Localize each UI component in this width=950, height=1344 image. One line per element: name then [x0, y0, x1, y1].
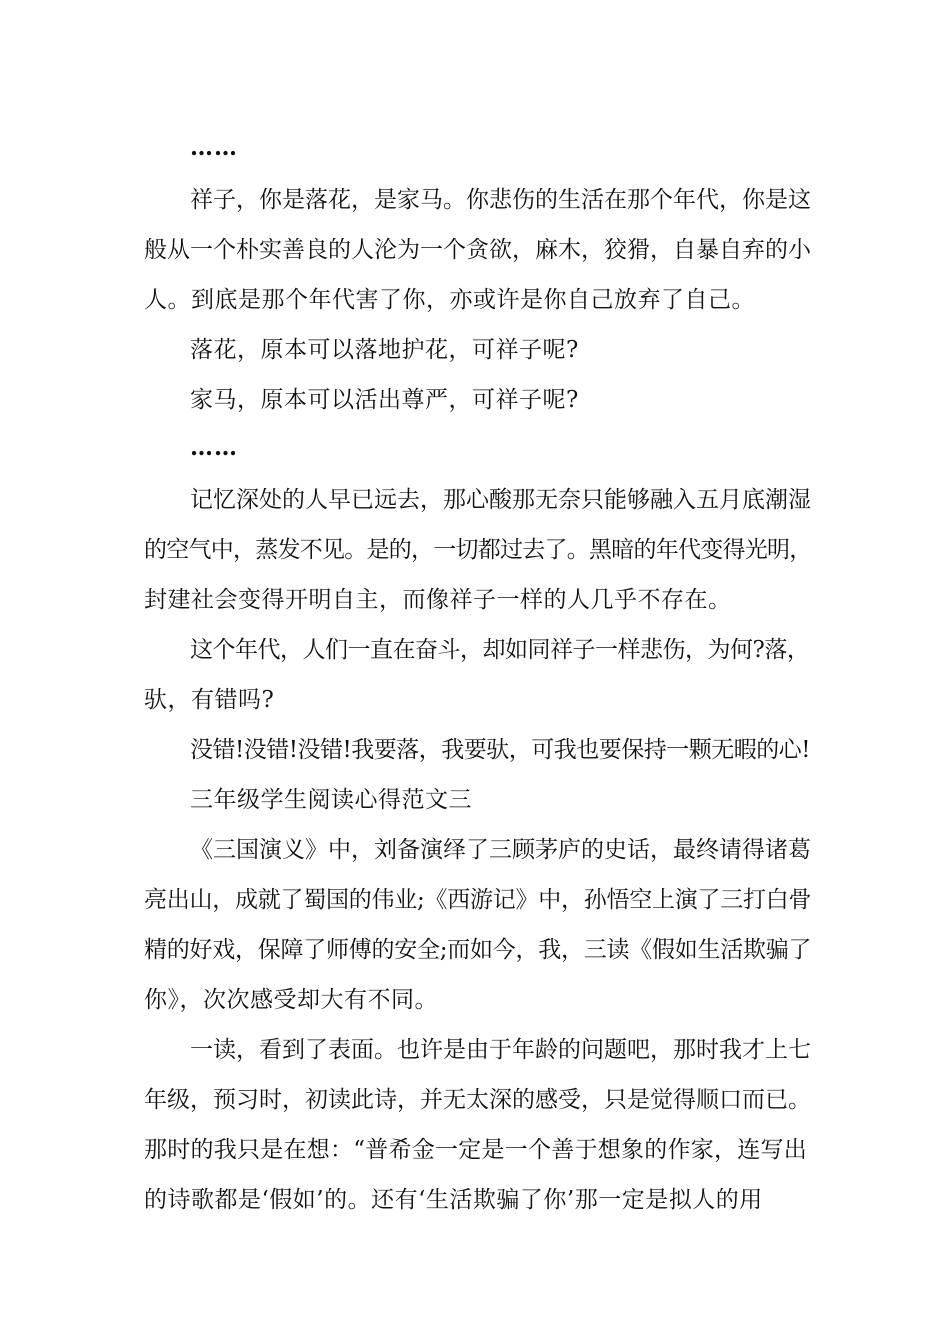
paragraph-line: 家马，原本可以活出尊严，可祥子呢? — [190, 387, 579, 413]
ellipsis-line: …… — [190, 434, 238, 461]
paragraph-line: 你》，次次感受却大有不同。 — [144, 987, 438, 1013]
paragraph-line: 精的好戏，保障了师傅的安全;而如今，我，三读《假如生活欺骗了 — [144, 937, 812, 963]
paragraph-line: 这个年代，人们一直在奋斗，却如同祥子一样悲伤，为何?落， — [190, 637, 810, 663]
paragraph-line: 的空气中，蒸发不见。是的，一切都过去了。黑暗的年代变得光明， — [144, 537, 812, 563]
paragraph-line: 落花，原本可以落地护花，可祥子呢? — [190, 337, 579, 363]
paragraph-line: 记忆深处的人早已远去，那心酸那无奈只能够融入五月底潮湿 — [190, 487, 811, 513]
section-heading: 三年级学生阅读心得范文三 — [190, 787, 472, 813]
paragraph-line: 祥子，你是落花，是家马。你悲伤的生活在那个年代，你是这 — [190, 187, 811, 213]
paragraph-line: 《三国演义》中，刘备演绎了三顾茅庐的史话，最终请得诸葛 — [190, 837, 811, 863]
paragraph-line: 人。到底是那个年代害了你，亦或许是你自己放弃了自己。 — [144, 287, 755, 313]
paragraph-line: 没错!没错!没错!我要落，我要驮，可我也要保持一颗无暇的心! — [190, 737, 810, 763]
paragraph-line: 那时的我只是在想：“普希金一定是一个善于想象的作家，连写出 — [144, 1137, 808, 1163]
paragraph-line: 一读，看到了表面。也许是由于年龄的问题吧，那时我才上七 — [190, 1037, 811, 1063]
paragraph-line: 驮，有错吗? — [144, 687, 275, 713]
paragraph-line: 封建社会变得开明自主，而像祥子一样的人几乎不存在。 — [144, 587, 732, 613]
paragraph-line: 亮出山，成就了蜀国的伟业;《西游记》中，孙悟空上演了三打白骨 — [144, 887, 812, 913]
paragraph-line: 年级，预习时，初读此诗，并无太深的感受，只是觉得顺口而已。 — [144, 1087, 811, 1113]
paragraph-line: 的诗歌都是‘假如’的。还有‘生活欺骗了你’那一定是拟人的用 — [144, 1187, 763, 1213]
ellipsis-line: …… — [190, 134, 238, 161]
paragraph-line: 般从一个朴实善良的人沦为一个贪欲，麻木，狡猾，自暴自弃的小 — [144, 237, 811, 263]
